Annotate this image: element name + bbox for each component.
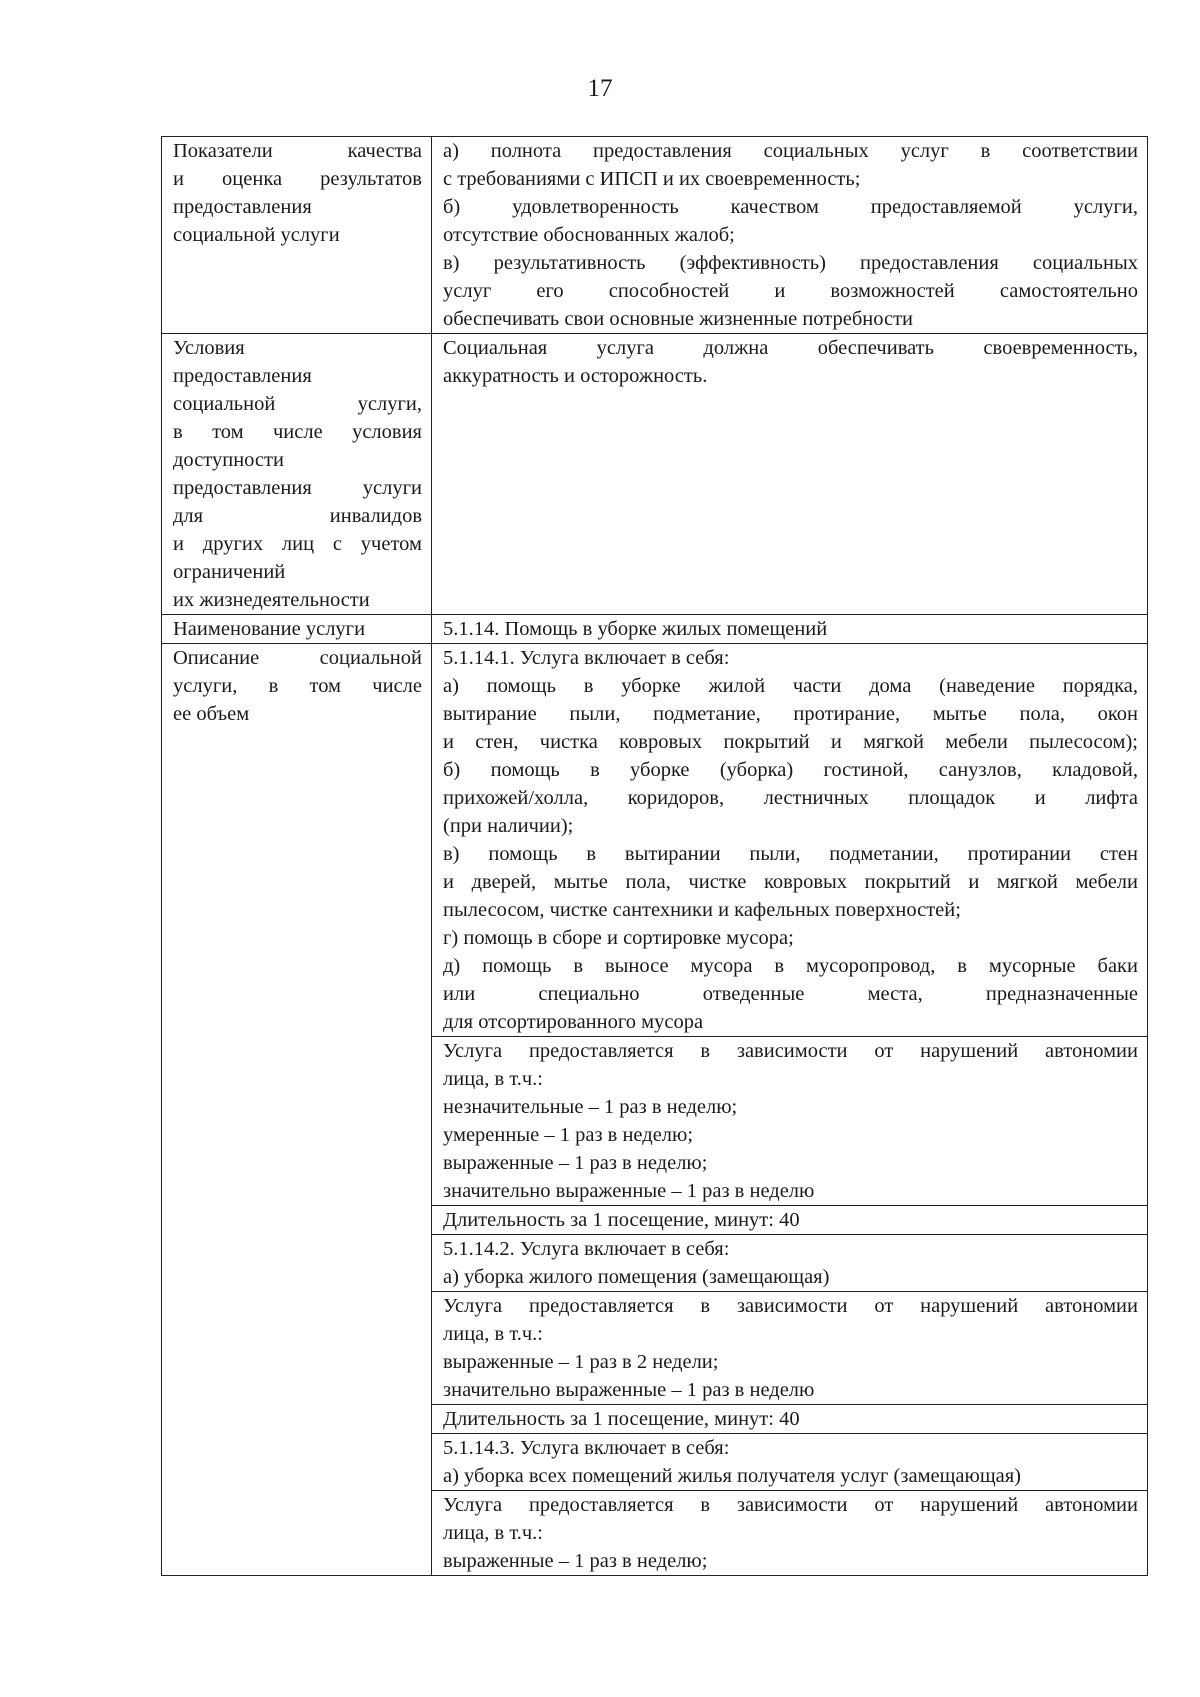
text-line: а) уборка жилого помещения (замещающая) <box>443 1266 830 1288</box>
label-line: и оценка результатов <box>173 168 422 190</box>
text-line: б) помощь в уборке (уборка) гостиной, санузлов, кладовой, <box>443 759 1138 781</box>
text-line: обеспечивать свои основные жизненные потребности <box>443 308 914 330</box>
label-line: их жизнедеятельности <box>173 589 370 611</box>
description-block-3: Длительность за 1 посещение, минут: 40 <box>432 1206 1148 1235</box>
service-name-label: Наименование услуги <box>162 615 432 644</box>
text-line: д) помощь в выносе мусора в мусоропровод, в мусорные баки <box>443 955 1138 977</box>
description-block-5 <box>432 1292 1148 1405</box>
text-line: значительно выраженные – 1 раз в неделю <box>443 1180 815 1202</box>
text-line: 5.1.14.3. Услуга включает в себя: <box>443 1437 730 1459</box>
text-line: услуг его способностей и возможностей самостоятельно <box>443 280 1138 302</box>
text-line: лица, в т.ч.: <box>443 1068 543 1090</box>
text-line: 5.1.14.2. Услуга включает в себя: <box>443 1238 730 1260</box>
text-line: г) помощь в сборе и сортировке мусора; <box>443 927 794 949</box>
label-line: в том числе условия <box>173 421 422 443</box>
text-line: лица, в т.ч.: <box>443 1323 543 1345</box>
table-row-service-name <box>162 615 1148 644</box>
text-line: Социальная услуга должна обеспечивать своевременность, <box>443 337 1138 359</box>
text-line: с требованиями с ИПСП и их своевременность; <box>443 168 861 190</box>
text-line: вытирание пыли, подметание, протирание, мытье пола, окон <box>443 703 1138 725</box>
description-block-8 <box>432 1491 1148 1576</box>
text-line: лица, в т.ч.: <box>443 1522 543 1544</box>
description-label-cell <box>162 644 432 1576</box>
text-line: и стен, чистка ковровых покрытий и мягкой мебели пылесосом); <box>443 731 1138 753</box>
description-block-7 <box>432 1434 1148 1491</box>
service-table <box>161 136 1148 1576</box>
text-line: Услуга предоставляется в зависимости от нарушений автономии <box>443 1040 1138 1062</box>
label-line: социальной услуги <box>173 224 340 246</box>
text-line: или специально отведенные места, предназначенные <box>443 983 1138 1005</box>
label-line: Условия <box>173 337 245 359</box>
page-number: 17 <box>587 75 613 102</box>
quality-label-cell <box>162 137 432 334</box>
text-line: а) помощь в уборке жилой части дома (наведение порядка, <box>443 675 1138 697</box>
table-row-conditions <box>162 334 1148 615</box>
label-line: Описание социальной <box>173 647 422 669</box>
text-line: аккуратность и осторожность. <box>443 365 708 387</box>
text-line: в) результативность (эффективность) предоставления социальных <box>443 252 1138 274</box>
description-block-6: Длительность за 1 посещение, минут: 40 <box>432 1405 1148 1434</box>
text-line: выраженные – 1 раз в 2 недели; <box>443 1351 719 1373</box>
label-line: предоставления <box>173 365 312 387</box>
text-line: б) удовлетворенность качеством предоставляемой услуги, <box>443 196 1138 218</box>
text-line: прихожей/холла, коридоров, лестничных площадок и лифта <box>443 787 1138 809</box>
text-line: 5.1.14.1. Услуга включает в себя: <box>443 647 730 669</box>
text-line: значительно выраженные – 1 раз в неделю <box>443 1379 815 1401</box>
text-line: умеренные – 1 раз в неделю; <box>443 1124 694 1146</box>
label-line: социальной услуги, <box>173 393 422 415</box>
text-line: отсутствие обоснованных жалоб; <box>443 224 735 246</box>
label-line: для инвалидов <box>173 505 422 527</box>
text-line: а) уборка всех помещений жилья получателя услуг (замещающая) <box>443 1465 1021 1487</box>
label-line: услуги, в том числе <box>173 675 422 697</box>
text-line: выраженные – 1 раз в неделю; <box>443 1152 708 1174</box>
label-line: ее объем <box>173 703 250 725</box>
text-line: а) полнота предоставления социальных услуг в соответствии <box>443 140 1138 162</box>
text-line: в) помощь в вытирании пыли, подметании, протирании стен <box>443 843 1138 865</box>
text-line: Услуга предоставляется в зависимости от нарушений автономии <box>443 1494 1138 1516</box>
conditions-label-cell <box>162 334 432 615</box>
text-line: незначительные – 1 раз в неделю; <box>443 1096 738 1118</box>
table-row-quality <box>162 137 1148 334</box>
text-line: пылесосом, чистке сантехники и кафельных поверхностей; <box>443 899 961 921</box>
service-name-content: 5.1.14. Помощь в уборке жилых помещений <box>432 615 1148 644</box>
text-line: (при наличии); <box>443 815 574 837</box>
conditions-content-cell <box>432 334 1148 615</box>
text-line: выраженные – 1 раз в неделю; <box>443 1550 708 1572</box>
label-line: Показатели качества <box>173 140 422 162</box>
label-line: и других лиц с учетом <box>173 533 422 555</box>
text-line: для отсортированного мусора <box>443 1011 704 1033</box>
label-line: предоставления <box>173 196 312 218</box>
description-block-1 <box>432 644 1148 1037</box>
label-line: предоставления услуги <box>173 477 422 499</box>
quality-content-cell <box>432 137 1148 334</box>
text-line: и дверей, мытье пола, чистке ковровых покрытий и мягкой мебели <box>443 871 1138 893</box>
description-block-4 <box>432 1235 1148 1292</box>
table-row-description <box>162 644 1148 1037</box>
label-line: доступности <box>173 449 284 471</box>
label-line: ограничений <box>173 561 286 583</box>
text-line: Услуга предоставляется в зависимости от нарушений автономии <box>443 1295 1138 1317</box>
description-block-2 <box>432 1037 1148 1206</box>
